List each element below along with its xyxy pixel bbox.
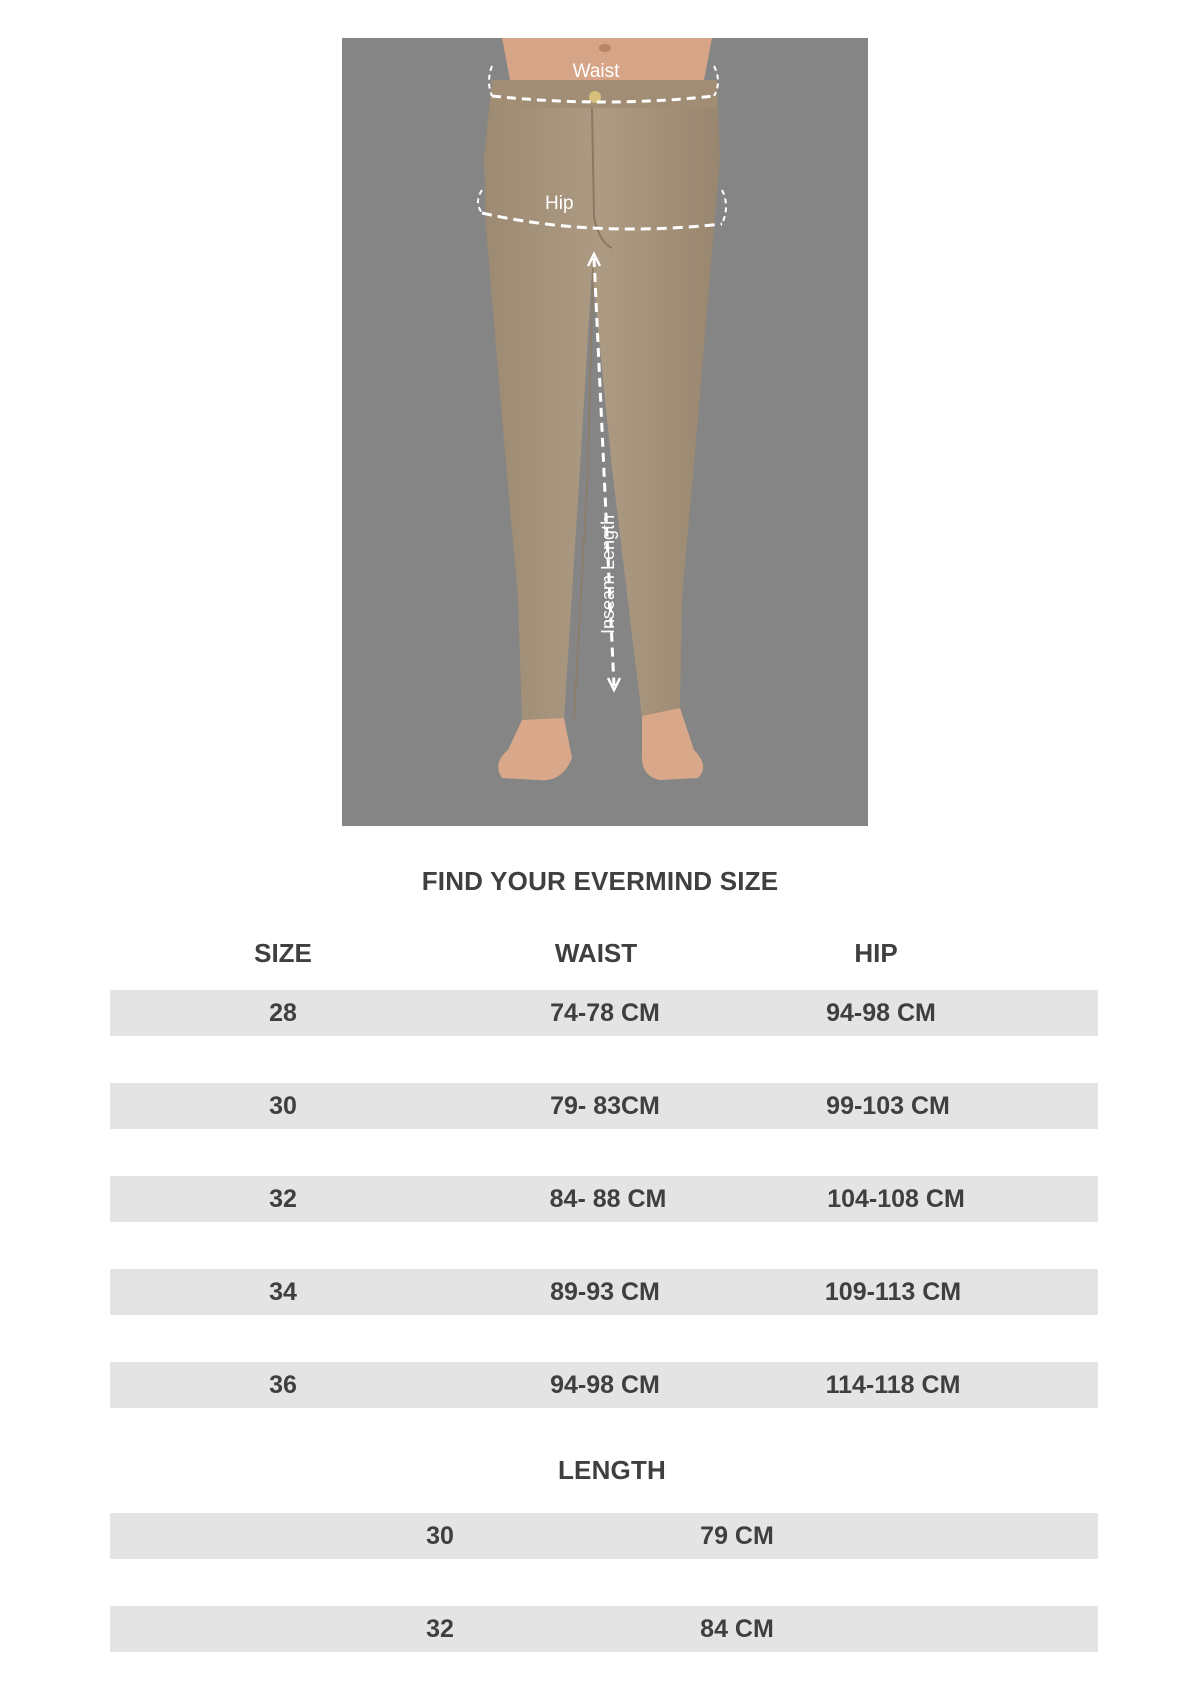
trousers-illustration: [342, 38, 868, 826]
size-chart-title: FIND YOUR EVERMIND SIZE: [421, 866, 779, 896]
size-column-header: SIZE: [254, 938, 312, 968]
hip-value: 109-113 CM: [824, 1278, 962, 1306]
hip-value: 99-103 CM: [826, 1092, 950, 1120]
length-cm-value: 84 CM: [700, 1615, 774, 1643]
hip-column-header: HIP: [854, 938, 898, 968]
waist-value: 89-93 CM: [550, 1278, 660, 1306]
length-size-value: 32: [426, 1615, 454, 1643]
size-row: [110, 1362, 1098, 1408]
length-row: [110, 1606, 1098, 1652]
size-value: 28: [269, 999, 297, 1027]
waist-column-header: WAIST: [554, 938, 638, 968]
hip-label: Hip: [545, 193, 574, 214]
size-row: [110, 990, 1098, 1036]
waist-value: 74-78 CM: [550, 999, 660, 1027]
right-foot: [642, 708, 703, 780]
size-value: 32: [269, 1185, 297, 1213]
length-row: [110, 1513, 1098, 1559]
waist-value: 79- 83CM: [550, 1092, 660, 1120]
length-chart-title: LENGTH: [557, 1455, 667, 1485]
length-size-value: 30: [426, 1522, 454, 1550]
waist-value: 94-98 CM: [550, 1371, 660, 1399]
product-photo: [342, 38, 868, 826]
size-row: [110, 1269, 1098, 1315]
hip-guide-right-end: [722, 190, 726, 224]
hip-guide-left-end: [478, 190, 482, 213]
waist-label: Waist: [572, 61, 620, 82]
navel: [599, 44, 611, 52]
size-value: 36: [269, 1371, 297, 1399]
size-value: 34: [269, 1278, 297, 1306]
hip-value: 104-108 CM: [827, 1185, 965, 1213]
length-cm-value: 79 CM: [700, 1522, 774, 1550]
hip-value: 94-98 CM: [826, 999, 936, 1027]
size-row: [110, 1083, 1098, 1129]
waistband: [490, 80, 718, 108]
size-value: 30: [269, 1092, 297, 1120]
left-foot: [498, 718, 572, 780]
inseam-label: Inseam Length: [598, 514, 618, 634]
size-row: [110, 1176, 1098, 1222]
hip-value: 114-118 CM: [825, 1371, 961, 1399]
waist-value: 84- 88 CM: [549, 1185, 667, 1213]
